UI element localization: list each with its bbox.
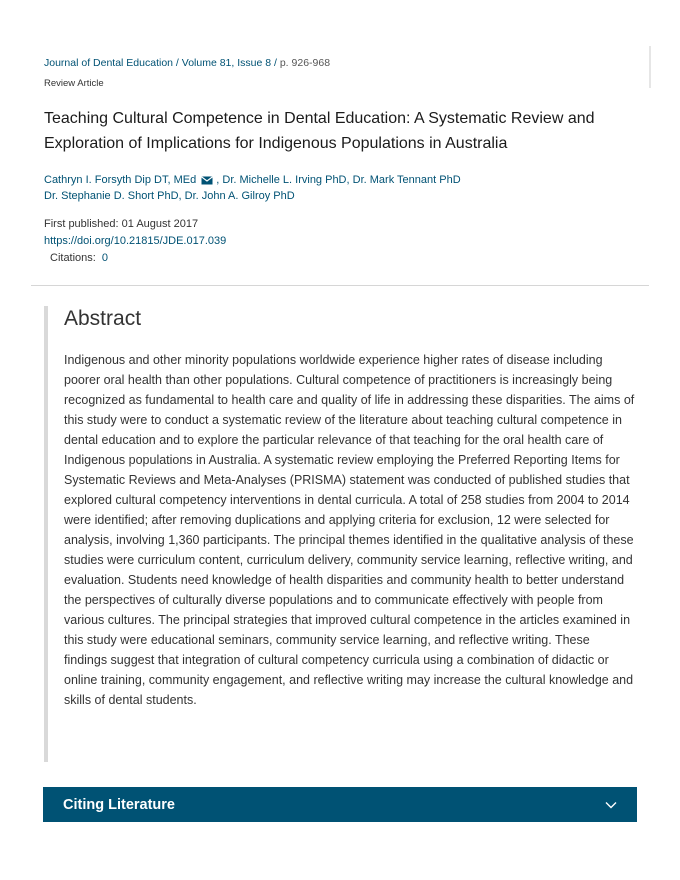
author-link[interactable]: Cathryn I. Forsyth Dip DT, MEd <box>44 174 197 186</box>
article-title: Teaching Cultural Competence in Dental Education: A Systematic Review and Exploration of Implications for Indigenous Populations in Australia <box>44 110 595 152</box>
author-list <box>44 172 544 204</box>
author-separator: , <box>216 174 223 186</box>
article-header <box>44 55 604 267</box>
abstract-heading: Abstract <box>64 307 142 330</box>
page-range: p. 926-968 <box>279 57 331 69</box>
abstract-text: Indigenous and other minority populations worldwide experience higher rates of disease including poorer oral health than other populations. Cultural competence of practitioners is increasingly being recognized as fundamental to health care and quality of life in addressing these disparities. The aims of this study were to conduct a systematic review of the literature about teaching cultural competence in dental education and to explore the particular relevance of that teaching for the oral health care of Indigenous populations in Australia. A systematic review employing the Preferred Reporting Items for Systematic Reviews and Meta-Analyses (PRISMA) statement was conducted of published studies that explored cultural competency interventions in dental curricula. A total of 258 studies from 2004 to 2014 were identified; after removing duplications and applying criteria for exclusion, 12 were selected for analysis, involving 1,360 participants. The principal themes identified in the qualitative analysis of these studies were curriculum content, curriculum delivery, community service learning, reflective writing, and evaluation. Students need knowledge of health disparities and community health to better understand the perspectives of culturally diverse populations and to communicate effectively with people from various cultures. The principal strategies that improved cultural competence in the articles examined in this study were educational seminars, community service learning, and reflective writing. These findings suggest that integration of cultural competency curricula using a combination of didactic or online training, community engagement, and reflective writing may increase the cultural knowledge and skills of dental students. <box>64 353 635 707</box>
author-link[interactable]: Dr. Mark Tennant PhD <box>352 174 461 186</box>
author-link[interactable]: Dr. John A. Gilroy PhD <box>184 190 295 202</box>
published-date: First published: 01 August 2017 <box>44 218 199 230</box>
author-link[interactable]: Dr. Michelle L. Irving PhD <box>222 174 347 186</box>
citations-label: Citations: <box>50 252 96 264</box>
publication-meta <box>44 216 604 267</box>
author-separator: , <box>346 174 353 186</box>
abstract-section <box>44 306 636 762</box>
mail-icon[interactable] <box>201 176 213 185</box>
author-link[interactable]: Dr. Stephanie D. Short PhD <box>44 190 179 202</box>
author-line-1 <box>44 172 544 188</box>
scroll-divider <box>649 46 651 88</box>
doi-link[interactable]: https://doi.org/10.21815/JDE.017.039 <box>44 235 227 247</box>
author-separator: , <box>178 190 185 202</box>
section-divider <box>31 285 649 286</box>
author-line-2 <box>44 188 544 204</box>
article-type: Review Article <box>44 78 104 89</box>
breadcrumb-separator: / <box>175 57 182 69</box>
citations-row <box>44 250 604 267</box>
citations-count-link[interactable]: 0 <box>101 252 108 264</box>
citing-literature-accordion[interactable] <box>43 787 637 822</box>
breadcrumb-separator: / <box>274 57 280 69</box>
chevron-down-icon[interactable] <box>605 801 617 809</box>
issue-link[interactable]: Volume 81, Issue 8 <box>181 57 272 69</box>
journal-breadcrumb <box>44 55 604 71</box>
citing-literature-label: Citing Literature <box>63 796 175 813</box>
journal-link[interactable]: Journal of Dental Education <box>44 57 173 69</box>
